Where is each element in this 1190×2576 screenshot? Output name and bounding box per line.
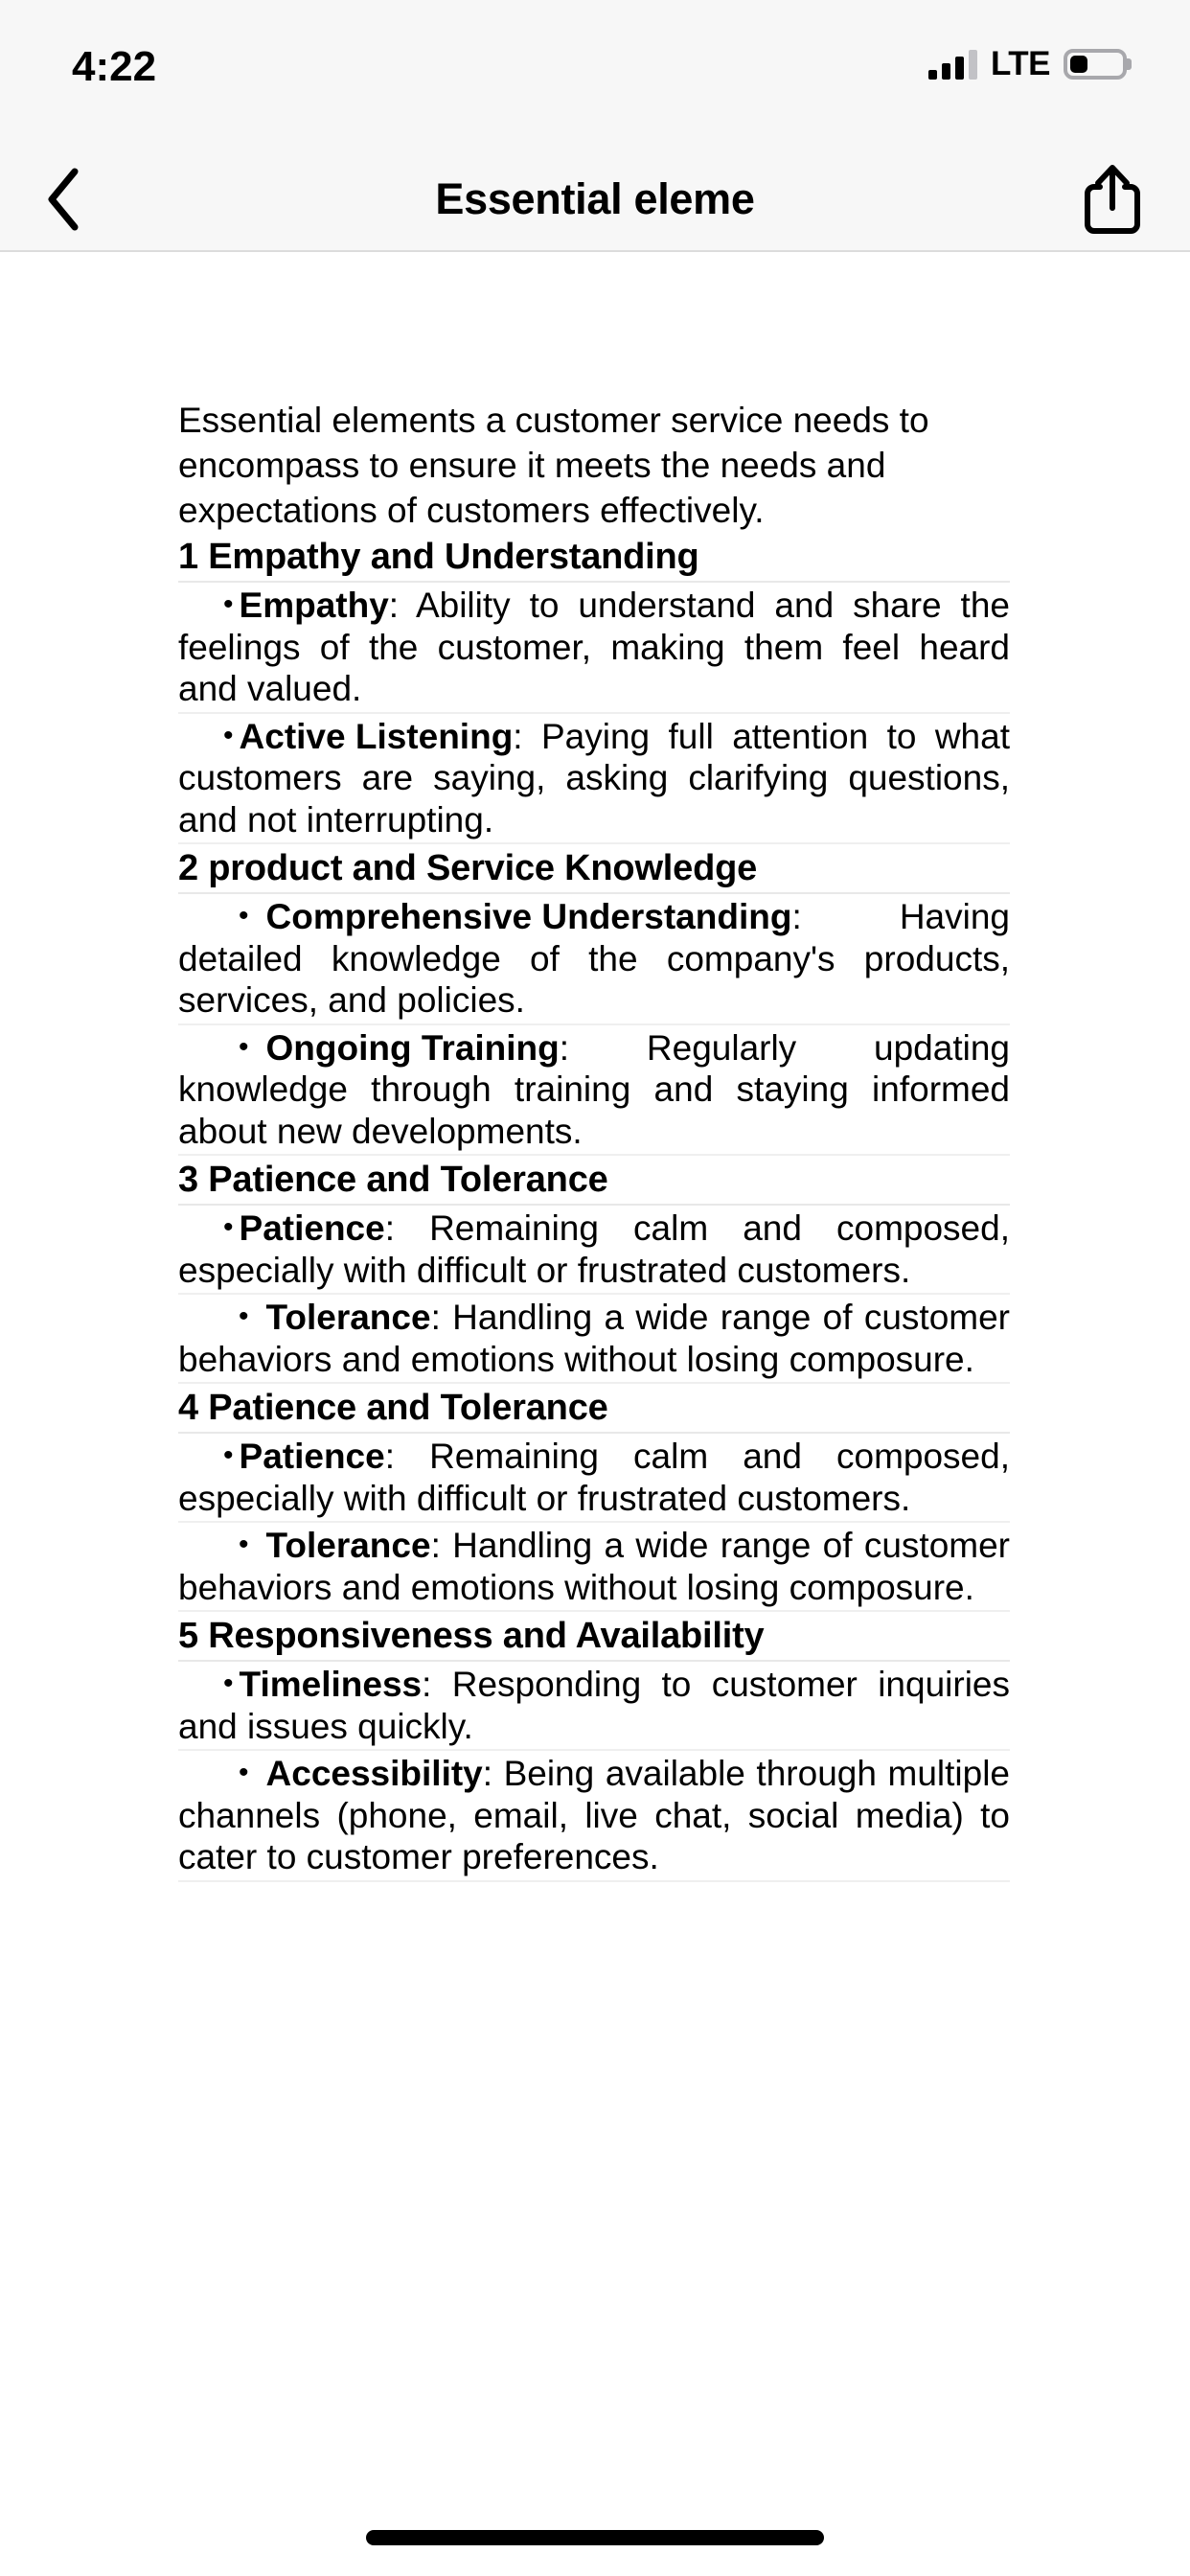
bullet-lead bbox=[239, 896, 791, 938]
signal-bars-icon bbox=[928, 49, 977, 80]
list-item bbox=[178, 1295, 1010, 1384]
bullet-separator: : bbox=[384, 1208, 430, 1248]
bullet-separator: : bbox=[388, 586, 416, 625]
list-item bbox=[178, 1662, 1010, 1751]
bullet-term: Ongoing Training bbox=[265, 1027, 560, 1068]
bullet-separator: : bbox=[791, 897, 900, 936]
bullet-term: Empathy bbox=[239, 586, 389, 625]
bullet-dot-icon: • bbox=[239, 900, 249, 932]
bullet-text: Regularly updating knowledge through training and staying informed about new developments. bbox=[178, 1027, 1010, 1151]
bullet-lead bbox=[223, 716, 513, 758]
status-indicators bbox=[928, 47, 1127, 80]
list-item bbox=[178, 1206, 1010, 1295]
intro-paragraph: Essential elements a customer service needs to encompass to ensure it meets the needs and expectations of customers effectively. bbox=[178, 401, 929, 530]
bullet-term: Timeliness bbox=[239, 1665, 423, 1704]
status-bar bbox=[0, 0, 1190, 149]
bullet-lead bbox=[239, 1525, 431, 1567]
bullet-lead bbox=[223, 1664, 422, 1706]
navigation-bar bbox=[0, 149, 1190, 252]
bullet-term: Patience bbox=[239, 1437, 385, 1476]
bullet-lead bbox=[239, 1297, 431, 1339]
document-viewer[interactable] bbox=[0, 252, 1190, 2576]
bullet-dot-icon: • bbox=[239, 1030, 249, 1063]
bullet-term: Active Listening bbox=[239, 716, 514, 756]
bullet-term: Comprehensive Understanding bbox=[265, 897, 792, 936]
document-section bbox=[178, 1384, 1010, 1612]
bullet-term: Tolerance bbox=[265, 1298, 431, 1337]
bullet-dot-icon: • bbox=[223, 1668, 234, 1699]
section-heading: 3 Patience and Tolerance bbox=[178, 1156, 1010, 1206]
document-content bbox=[178, 398, 1010, 1882]
bullet-lead bbox=[239, 1753, 483, 1795]
bullet-separator: : bbox=[482, 1754, 504, 1793]
status-time: 4:22 bbox=[72, 43, 157, 90]
battery-icon bbox=[1064, 49, 1127, 80]
document-section bbox=[178, 1612, 1010, 1882]
bullet-term: Patience bbox=[239, 1208, 385, 1248]
bullet-text: Remaining calm and composed, especially with difficult or frustrated customers. bbox=[178, 1208, 1010, 1290]
bullet-lead bbox=[223, 1436, 385, 1478]
bullet-dot-icon: • bbox=[239, 1529, 249, 1560]
bullet-term: Tolerance bbox=[265, 1526, 431, 1565]
bullet-text: Handling a wide range of customer behaviors and emotions without losing composure. bbox=[178, 1526, 1010, 1607]
bullet-text: Being available through multiple channels (phone, email, live chat, social media) to cater to customer preferences. bbox=[178, 1754, 1010, 1876]
section-heading: 1 Empathy and Understanding bbox=[178, 533, 1010, 583]
share-icon bbox=[1085, 164, 1140, 235]
battery-fill bbox=[1070, 56, 1087, 73]
chevron-left-icon bbox=[44, 166, 82, 233]
cellular-tech-label: LTE bbox=[990, 45, 1050, 82]
bullet-text: Responding to customer inquiries and issues quickly. bbox=[178, 1665, 1010, 1746]
bullet-dot-icon: • bbox=[223, 1211, 234, 1243]
bullet-separator: : bbox=[513, 716, 541, 756]
bullet-term: Accessibility bbox=[265, 1754, 483, 1793]
list-item bbox=[178, 1434, 1010, 1523]
bullet-text: Handling a wide range of customer behaviors and emotions without losing composure. bbox=[178, 1298, 1010, 1379]
bullet-separator: : bbox=[430, 1526, 453, 1565]
document-section bbox=[178, 1156, 1010, 1384]
section-heading: 5 Responsiveness and Availability bbox=[178, 1612, 1010, 1662]
bullet-separator: : bbox=[559, 1027, 647, 1068]
home-indicator[interactable] bbox=[366, 2530, 824, 2545]
bullet-lead bbox=[239, 1027, 560, 1070]
share-button[interactable] bbox=[1079, 161, 1146, 238]
bullet-separator: : bbox=[430, 1298, 453, 1337]
bullet-lead bbox=[223, 1208, 385, 1250]
list-item bbox=[178, 1523, 1010, 1612]
bullet-text: Having detailed knowledge of the company's products, services, and policies. bbox=[178, 897, 1010, 1020]
bullet-text: Remaining calm and composed, especially with difficult or frustrated customers. bbox=[178, 1437, 1010, 1518]
bullet-separator: : bbox=[384, 1437, 430, 1476]
list-item bbox=[178, 1751, 1010, 1882]
list-item bbox=[178, 583, 1010, 714]
section-heading: 2 product and Service Knowledge bbox=[178, 844, 1010, 894]
bullet-text: Ability to understand and share the feelings of the customer, making them feel heard and valued. bbox=[178, 586, 1010, 708]
document-section bbox=[178, 533, 1010, 844]
bullet-dot-icon: • bbox=[239, 1757, 249, 1788]
bullet-dot-icon: • bbox=[223, 719, 234, 751]
bullet-text: Paying full attention to what customers are saying, asking clarifying questions, and not interrupting. bbox=[178, 716, 1010, 840]
page-title: Essential eleme bbox=[435, 174, 755, 223]
bullet-separator: : bbox=[422, 1665, 452, 1704]
document-section bbox=[178, 844, 1010, 1156]
bullet-lead bbox=[223, 585, 389, 627]
bullet-dot-icon: • bbox=[223, 588, 234, 620]
bullet-dot-icon: • bbox=[239, 1300, 249, 1332]
bullet-dot-icon: • bbox=[223, 1439, 234, 1471]
battery-cap bbox=[1127, 58, 1132, 70]
list-item bbox=[178, 1025, 1010, 1157]
list-item bbox=[178, 714, 1010, 845]
list-item bbox=[178, 894, 1010, 1025]
back-button[interactable] bbox=[34, 165, 92, 234]
section-heading: 4 Patience and Tolerance bbox=[178, 1384, 1010, 1434]
